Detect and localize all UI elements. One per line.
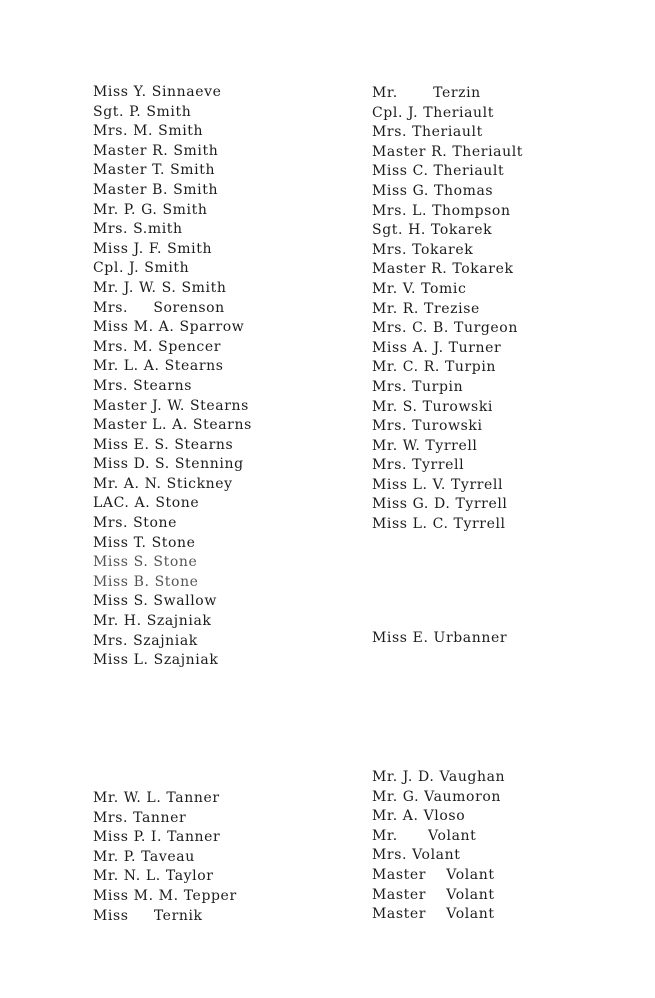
name-entry: Master B. Smith <box>93 181 219 198</box>
name-entry: Mr. J. W. S. Smith <box>93 279 227 296</box>
name-entry: Mr. Volant <box>372 827 477 844</box>
name-entry: Miss Ternik <box>93 907 203 924</box>
name-entry: Miss S. Stone <box>93 554 198 571</box>
name-entry: Mr. A. N. Stickney <box>93 475 233 492</box>
name-entry: Mr. Terzin <box>372 85 481 101</box>
name-entry: Mr. L. A. Stearns <box>93 358 224 375</box>
name-entry: Miss Y. Sinnaeve <box>93 84 222 100</box>
name-entry: Master J. W. Stearns <box>93 397 249 414</box>
name-list-left-bottom <box>93 789 237 926</box>
name-entry: Mrs. Tanner <box>93 809 187 826</box>
name-entry: Miss E. Urbanner <box>372 630 508 646</box>
name-entry: Mrs. M. Spencer <box>93 338 222 355</box>
name-entry: Mr. P. G. Smith <box>93 201 208 218</box>
name-entry: Mr. W. Tyrrell <box>372 437 478 454</box>
name-entry: Mrs. Stearns <box>93 377 193 394</box>
name-entry: Miss G. Thomas <box>372 182 494 199</box>
name-entry: Miss A. J. Turner <box>372 339 502 356</box>
name-entry: Mr. N. L. Taylor <box>93 868 214 885</box>
name-entry: Mrs. M. Smith <box>93 123 204 140</box>
name-entry: Mrs. Stone <box>93 515 178 532</box>
name-list-right-middle <box>372 629 507 649</box>
name-entry: Miss G. D. Tyrrell <box>372 496 508 513</box>
name-entry: Master Volant <box>372 866 495 883</box>
name-entry: Mrs. C. B. Turgeon <box>372 320 518 337</box>
name-entry: Mrs. Turowski <box>372 418 483 435</box>
name-entry: Miss D. S. Stenning <box>93 456 244 473</box>
name-entry: Mr. S. Turowski <box>372 398 493 415</box>
name-entry: Master R. Smith <box>93 142 219 159</box>
name-entry: Miss L. C. Tyrrell <box>372 516 506 533</box>
name-entry: Miss J. F. Smith <box>93 240 213 257</box>
name-entry: Mr. A. Vloso <box>372 808 466 825</box>
name-entry: Cpl. J. Smith <box>93 260 190 277</box>
name-entry: Miss E. S. Stearns <box>93 436 234 453</box>
name-entry: Master R. Tokarek <box>372 261 514 278</box>
name-entry: Master T. Smith <box>93 162 216 179</box>
name-entry: Miss L. V. Tyrrell <box>372 476 504 493</box>
name-entry: Mr. W. L. Tanner <box>93 790 220 806</box>
name-entry: Master Volant <box>372 886 495 903</box>
name-entry: Master L. A. Stearns <box>93 417 252 434</box>
name-entry: LAC. A. Stone <box>93 495 200 512</box>
name-list-right-top <box>372 84 523 535</box>
name-list-right-bottom <box>372 768 505 925</box>
name-entry: Miss M. M. Tepper <box>93 887 237 904</box>
name-entry: Mrs. Turpin <box>372 378 464 395</box>
name-entry: Miss C. Theriault <box>372 163 505 180</box>
name-entry: Mrs. S.mith <box>93 221 183 238</box>
name-entry: Mrs. Theriault <box>372 124 483 141</box>
name-entry: Mr. J. D. Vaughan <box>372 769 506 785</box>
name-entry: Mrs. Volant <box>372 847 461 864</box>
name-entry: Mr. P. Taveau <box>93 848 195 865</box>
name-entry: Master Volant <box>372 906 495 923</box>
name-entry: Miss S. Swallow <box>93 593 217 610</box>
name-entry: Miss B. Stone <box>93 573 199 590</box>
name-entry: Mrs. Sorenson <box>93 299 225 316</box>
name-entry: Mr. C. R. Turpin <box>372 359 497 376</box>
name-entry: Mr. R. Trezise <box>372 300 480 317</box>
name-entry: Sgt. H. Tokarek <box>372 222 493 239</box>
name-entry: Mr. G. Vaumoron <box>372 788 502 805</box>
name-entry: Cpl. J. Theriault <box>372 104 494 121</box>
name-entry: Miss P. I. Tanner <box>93 829 221 846</box>
name-entry: Miss T. Stone <box>93 534 196 551</box>
name-entry: Master R. Theriault <box>372 143 524 160</box>
name-entry: Miss M. A. Sparrow <box>93 319 245 336</box>
name-entry: Mr. V. Tomic <box>372 280 467 297</box>
name-entry: Mrs. L. Thompson <box>372 202 511 219</box>
name-list-left-top <box>93 83 252 671</box>
name-entry: Mr. H. Szajniak <box>93 613 212 630</box>
name-entry: Mrs. Szajniak <box>93 632 198 649</box>
name-entry: Mrs. Tokarek <box>372 241 474 258</box>
name-entry: Mrs. Tyrrell <box>372 457 465 474</box>
name-entry: Miss L. Szajniak <box>93 652 219 669</box>
name-entry: Sgt. P. Smith <box>93 103 192 120</box>
